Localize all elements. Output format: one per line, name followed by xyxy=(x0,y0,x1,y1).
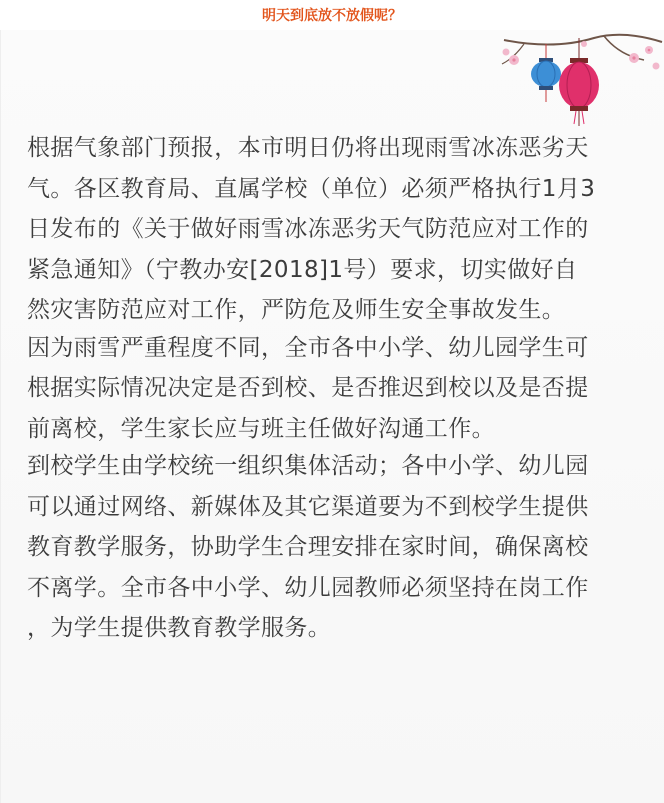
article-body xyxy=(27,128,642,649)
text-line: 根据实际情况决定是否到校、是否推迟到校以及是否提 xyxy=(27,375,589,401)
text-line: 日发布的《关于做好雨雪冰冻恶劣天气防范应对工作的 xyxy=(27,216,589,242)
text-line: 可以通过网络、新媒体及其它渠道要为不到校学生提供 xyxy=(27,493,589,520)
text-line: 根据气象部门预报，本市明日仍将出现雨雪冰冻恶劣天 xyxy=(27,135,589,161)
text-line: 前离校，学生家长应与班主任做好沟通工作。 xyxy=(27,415,495,442)
text-line: 紧急通知》（宁教办安[2018]1号）要求，切实做好自 xyxy=(27,256,578,283)
text-line: 因为雨雪严重程度不同，全市各中小学、幼儿园学生可 xyxy=(27,334,589,361)
paragraph xyxy=(27,446,642,649)
lanterns-icon xyxy=(484,30,664,130)
paragraph xyxy=(27,128,642,331)
article-header xyxy=(0,0,664,30)
text-line: ，为学生提供教育教学服务。 xyxy=(27,615,332,641)
text-line: 教育教学服务，协助学生合理安排在家时间，确保离校 xyxy=(27,534,589,560)
text-line: 到校学生由学校统一组织集体活动；各中小学、幼儿园 xyxy=(27,453,589,479)
text-line: 不离学。全市各中小学、幼儿园教师必须坚持在岗工作 xyxy=(27,574,589,601)
text-line: 气。各区教育局、直属学校（单位）必须严格执行1月3 xyxy=(27,175,596,202)
paragraph xyxy=(27,328,642,450)
article-title: 明天到底放不放假呢？ xyxy=(262,8,402,24)
text-line: 然灾害防范应对工作，严防危及师生安全事故发生。 xyxy=(27,297,566,323)
